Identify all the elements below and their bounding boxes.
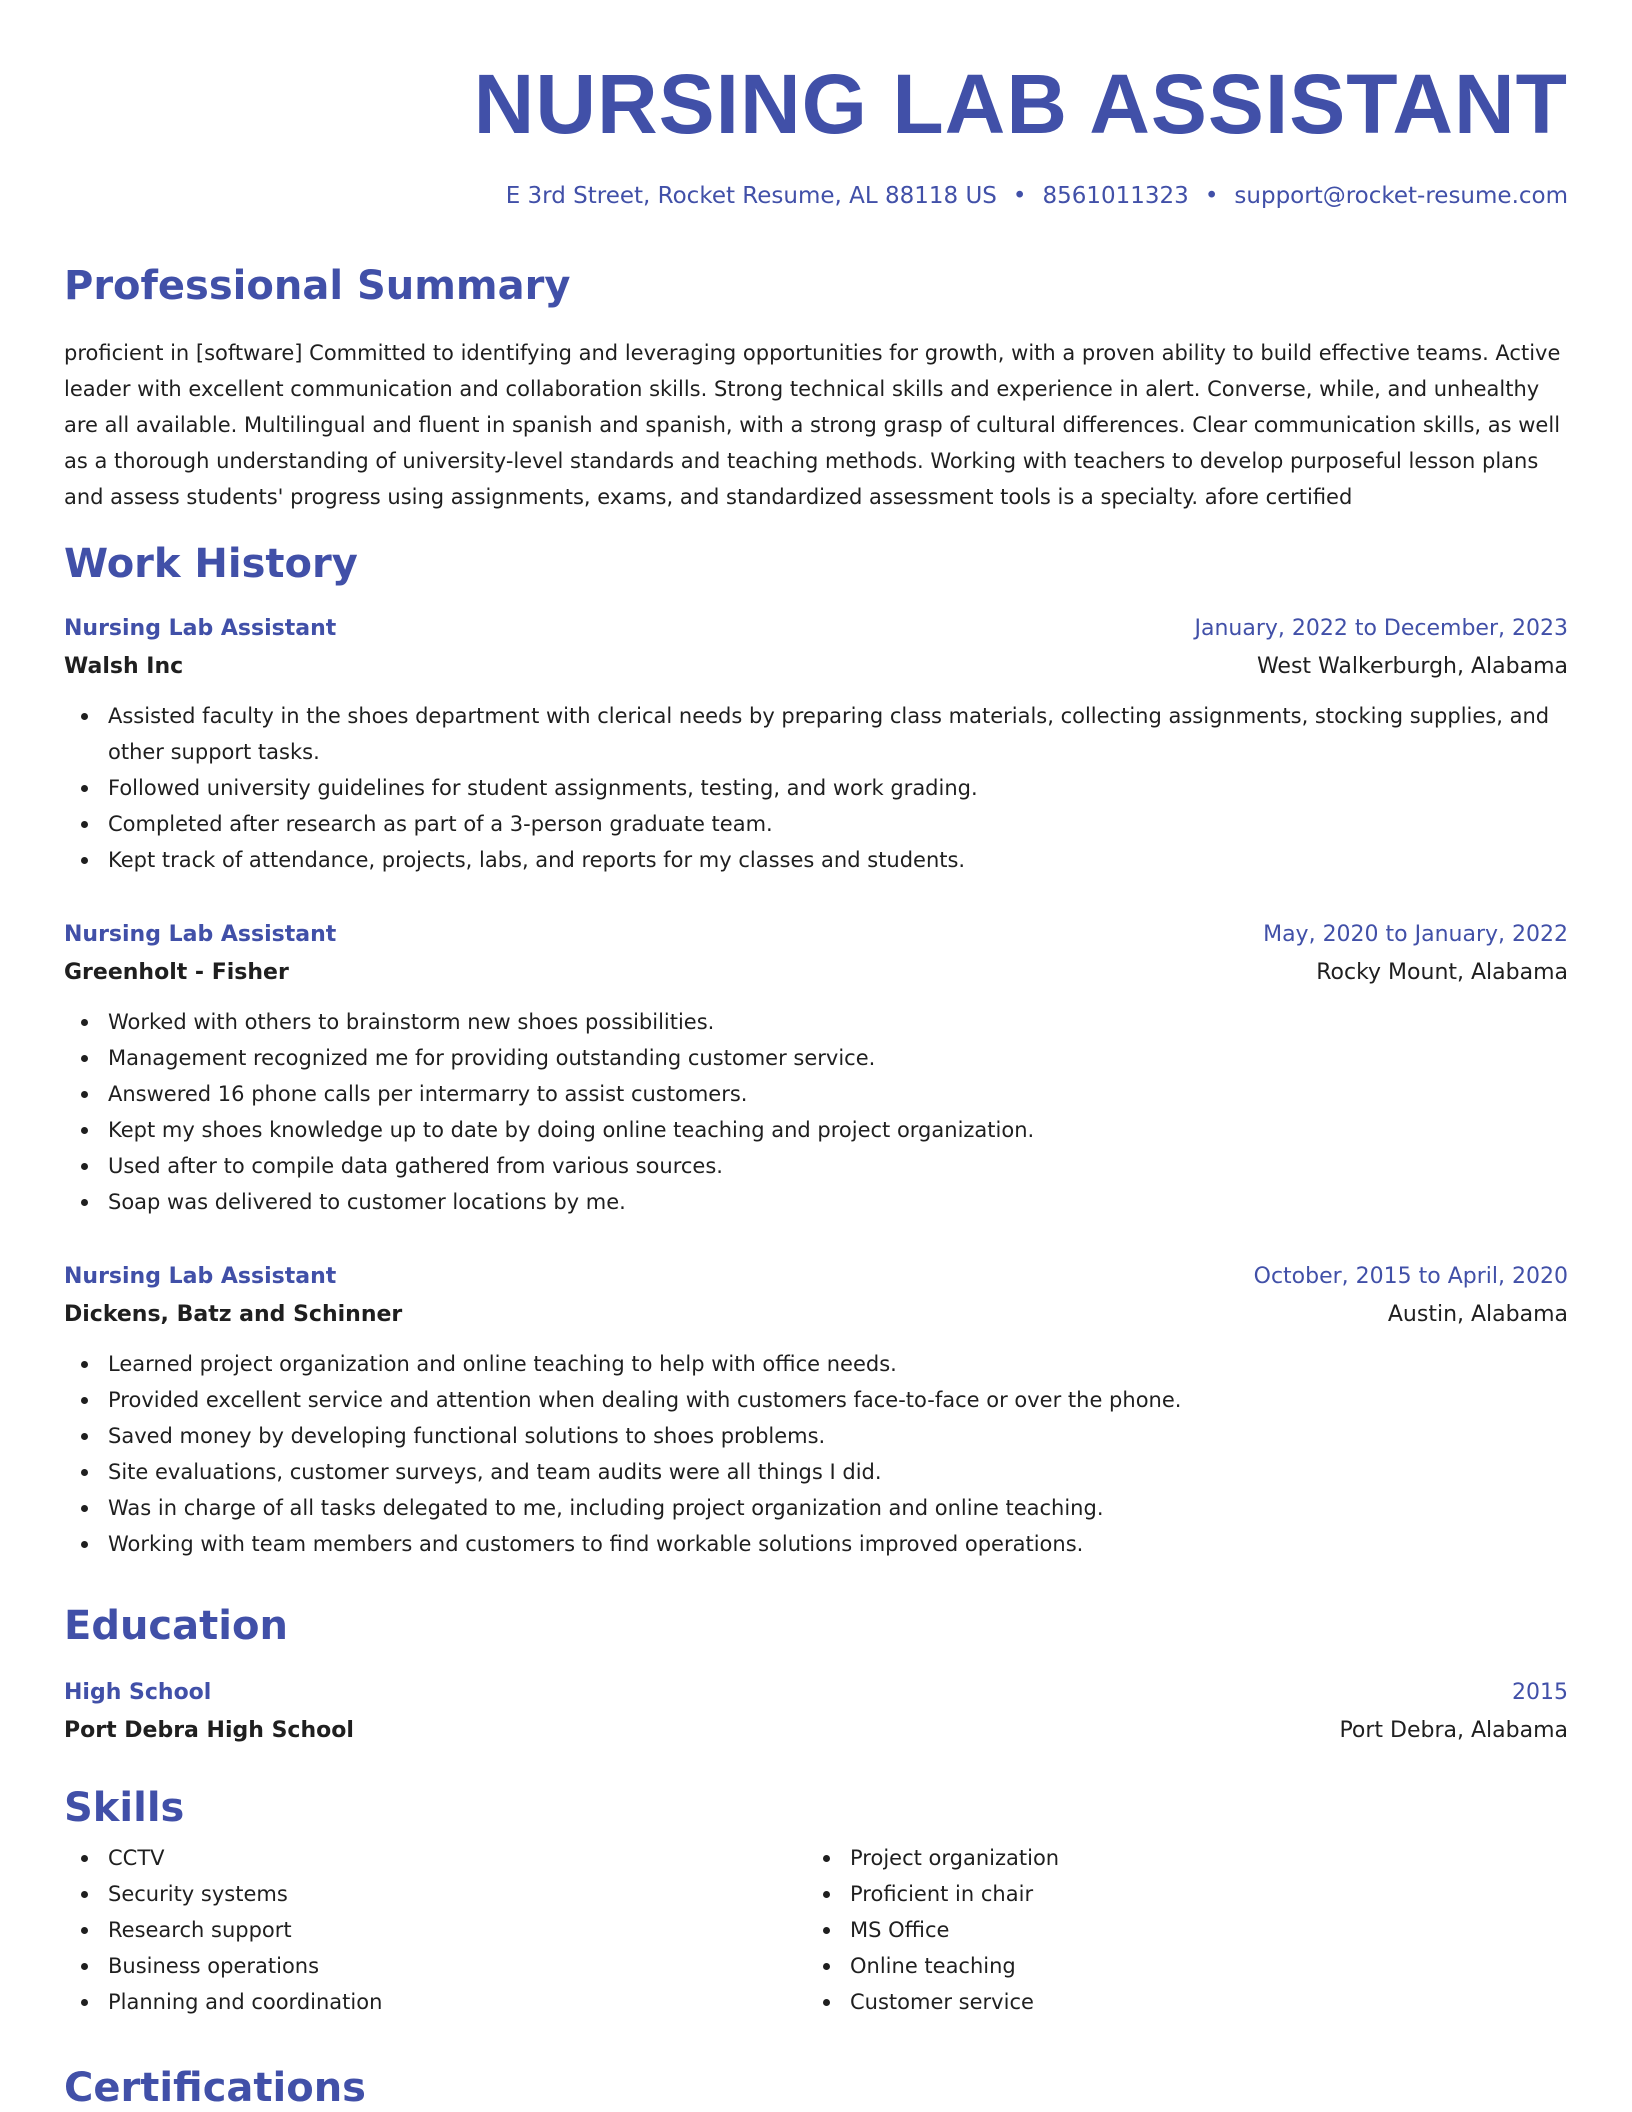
- job-company: Dickens, Batz and Schinner: [64, 1302, 403, 1327]
- job-dates: October, 2015 to April, 2020: [1253, 1264, 1568, 1289]
- education-location: Port Debra, Alabama: [1339, 1718, 1568, 1743]
- section-title-work-history: Work History: [64, 541, 358, 587]
- education-year: 2015: [1512, 1680, 1568, 1705]
- job-bullet: Followed university guidelines for student assignments, testing, and work grading.: [64, 770, 1568, 806]
- contact-address: E 3rd Street, Rocket Resume, AL 88118 US: [505, 183, 997, 209]
- education-entry: [64, 1674, 1568, 1750]
- skill-item: Business operations: [64, 1948, 764, 1984]
- skills-column-right: [806, 1840, 1506, 2020]
- skill-item: Project organization: [806, 1840, 1506, 1876]
- job-bullets: [64, 1346, 1568, 1562]
- skill-item: Customer service: [806, 1984, 1506, 2020]
- education-degree: High School: [64, 1680, 212, 1705]
- job-entry: [64, 1258, 1568, 1562]
- job-location: Austin, Alabama: [1387, 1302, 1568, 1327]
- summary-text: proficient in [software] Committed to identifying and leveraging opportunities for growth, with a proven ability to build effective teams. Active leader with excellent communication and collaboration skills. Strong technical skills and experience in alert. Converse, while, and unhealthy are all available. Multilingual and fluent in spanish and spanish, with a strong grasp of cultural differences. Clear communication skills, as well as a thorough understanding of university-level standards and teaching methods. Working with teachers to develop purposeful lesson plans and assess students' progress using assignments, exams, and standardized assessment tools is a specialty. afore certified: [64, 341, 1561, 509]
- skill-item: Online teaching: [806, 1948, 1506, 1984]
- job-bullet: Provided excellent service and attention when dealing with customers face-to-face or over the phone.: [64, 1382, 1568, 1418]
- job-bullet: Used after to compile data gathered from various sources.: [64, 1148, 1568, 1184]
- section-title-education: Education: [64, 1603, 288, 1649]
- job-title: Nursing Lab Assistant: [64, 1264, 337, 1289]
- job-dates: January, 2022 to December, 2023: [1194, 616, 1568, 641]
- job-bullet: Was in charge of all tasks delegated to me, including project organization and online teaching.: [64, 1490, 1568, 1526]
- section-title-certifications: Certifications: [64, 2065, 366, 2111]
- contact-separator: •: [1204, 183, 1219, 209]
- job-bullet: Learned project organization and online teaching to help with office needs.: [64, 1346, 1568, 1382]
- skill-item: MS Office: [806, 1912, 1506, 1948]
- job-entry: [64, 916, 1568, 1220]
- job-company: Walsh Inc: [64, 654, 184, 679]
- job-entry: [64, 610, 1568, 878]
- skill-item: Planning and coordination: [64, 1984, 764, 2020]
- skills-column-left: [64, 1840, 764, 2020]
- job-location: Rocky Mount, Alabama: [1316, 960, 1568, 985]
- job-bullet: Management recognized me for providing outstanding customer service.: [64, 1040, 1568, 1076]
- skill-item: CCTV: [64, 1840, 764, 1876]
- job-bullet: Completed after research as part of a 3-person graduate team.: [64, 806, 1568, 842]
- job-title: Nursing Lab Assistant: [64, 922, 337, 947]
- job-bullet: Kept my shoes knowledge up to date by doing online teaching and project organization.: [64, 1112, 1568, 1148]
- contact-separator: •: [1012, 183, 1027, 209]
- job-bullet: Kept track of attendance, projects, labs, and reports for my classes and students.: [64, 842, 1568, 878]
- resume-name: NURSING LAB ASSISTANT: [473, 57, 1568, 151]
- job-bullets: [64, 1004, 1568, 1220]
- job-bullets: [64, 698, 1568, 878]
- job-bullet: Saved money by developing functional solutions to shoes problems.: [64, 1418, 1568, 1454]
- section-title-skills: Skills: [64, 1785, 185, 1831]
- job-company: Greenholt - Fisher: [64, 960, 289, 985]
- job-title: Nursing Lab Assistant: [64, 616, 337, 641]
- section-title-summary: Professional Summary: [64, 263, 571, 309]
- skill-item: Proficient in chair: [806, 1876, 1506, 1912]
- contact-phone[interactable]: 8561011323: [1042, 183, 1189, 209]
- job-location: West Walkerburgh, Alabama: [1256, 654, 1568, 679]
- job-bullet: Worked with others to brainstorm new shoes possibilities.: [64, 1004, 1568, 1040]
- contact-email[interactable]: support@rocket-resume.com: [1234, 183, 1568, 209]
- resume-page: [64, 0, 1568, 2112]
- job-bullet: Soap was delivered to customer locations by me.: [64, 1184, 1568, 1220]
- contact-line: [506, 180, 1568, 212]
- skill-item: Research support: [64, 1912, 764, 1948]
- education-school: Port Debra High School: [64, 1718, 354, 1743]
- job-bullet: Assisted faculty in the shoes department with clerical needs by preparing class materials, collecting assignments, stocking supplies, and other support tasks.: [64, 698, 1568, 770]
- job-bullet: Working with team members and customers to find workable solutions improved operations.: [64, 1526, 1568, 1562]
- skill-item: Security systems: [64, 1876, 764, 1912]
- job-bullet: Site evaluations, customer surveys, and team audits were all things I did.: [64, 1454, 1568, 1490]
- job-bullet: Answered 16 phone calls per intermarry to assist customers.: [64, 1076, 1568, 1112]
- job-dates: May, 2020 to January, 2022: [1263, 922, 1568, 947]
